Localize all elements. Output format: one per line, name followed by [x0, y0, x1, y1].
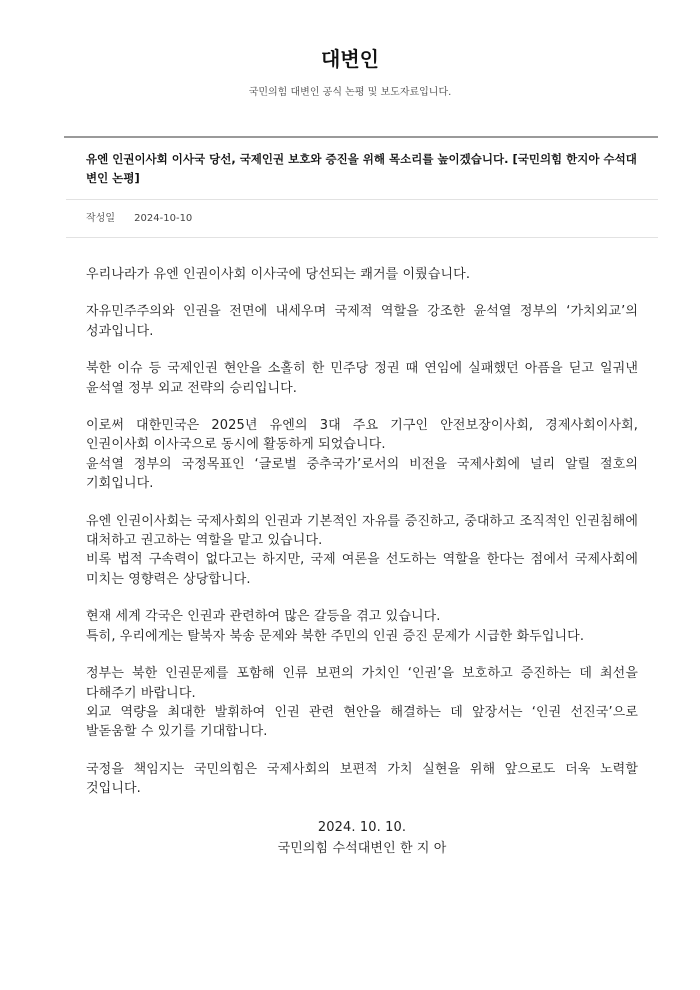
signature-date: 2024. 10. 10. — [317, 819, 407, 835]
signature-name: 국민의힘 수석대변인 한 지 아 — [277, 840, 447, 856]
paragraph-line: 현재 세계 각국은 인권과 관련하여 많은 갈등을 겪고 있습니다. — [86, 609, 441, 625]
date-value: 2024-10-10 — [134, 213, 193, 224]
paragraph-line: 윤석열 정부의 국정목표인 ‘글로벌 중추국가’로서의 비전을 국제사회에 널리 알릴 절호의 기회입니다. — [86, 456, 638, 492]
article-title: 유엔 인권이사회 이사국 당선, 국제인권 보호와 증진을 위해 목소리를 높이겠습니다. [국민의힘 한지아 수석대변인 논평] — [86, 152, 637, 185]
page-header — [0, 0, 700, 100]
paragraph — [86, 359, 638, 398]
article — [66, 136, 658, 859]
paragraph-line: 자유민주주의와 인권을 전면에 내세우며 국제적 역할을 강조한 윤석열 정부의 ‘가치외교’의 성과입니다. — [86, 304, 638, 339]
page-subtitle: 국민의힘 대변인 공식 논평 및 보도자료입니다. — [248, 87, 452, 98]
article-body — [86, 265, 638, 859]
paragraph — [86, 512, 638, 590]
date-label: 작성일 — [86, 213, 115, 224]
meta-divider — [66, 237, 658, 238]
title-divider — [66, 199, 658, 200]
paragraph — [86, 265, 638, 284]
paragraph-line: 북한 이슈 등 국제인권 현안을 소홀히 한 민주당 정권 때 연임에 실패했던 아픔을 딛고 일궈낸 윤석열 정부 외교 전략의 승리입니다. — [86, 361, 638, 396]
paragraph — [86, 760, 638, 799]
paragraph — [86, 607, 638, 646]
paragraph — [86, 416, 638, 494]
paragraph-line: 유엔 인권이사회는 국제사회의 인권과 기본적인 자유를 증진하고, 중대하고 조직적인 인권침해에 대처하고 권고하는 역할을 맡고 있습니다. — [86, 513, 638, 549]
paragraph — [86, 302, 638, 341]
top-divider — [64, 136, 658, 138]
paragraph — [86, 664, 638, 742]
paragraph-line: 외교 역량을 최대한 발휘하여 인권 관련 현안을 해결하는 데 앞장서는 ‘인권 선진국’으로 발돋움할 수 있기를 기대합니다. — [86, 704, 638, 740]
paragraph-line: 비록 법적 구속력이 없다고는 하지만, 국제 여론을 선도하는 역할을 한다는 점에서 국제사회에 미치는 영향력은 상당합니다. — [86, 552, 638, 587]
paragraph-line: 국정을 책임지는 국민의힘은 국제사회의 보편적 가치 실현을 위해 앞으로도 더욱 노력할 것입니다. — [86, 761, 638, 797]
paragraph-line: 우리나라가 유엔 인권이사회 이사국에 당선되는 쾌거를 이뤘습니다. — [86, 267, 471, 282]
paragraph-line: 특히, 우리에게는 탈북자 북송 문제와 북한 주민의 인권 증진 문제가 시급한 화두입니다. — [86, 628, 585, 644]
paragraph-line: 이로써 대한민국은 2025년 유엔의 3대 주요 기구인 안전보장이사회, 경제사회이사회, 인권이사회 이사국으로 동시에 활동하게 되었습니다. — [86, 418, 638, 453]
article-meta — [86, 212, 638, 226]
page-title: 대변인 — [321, 47, 379, 71]
signature — [86, 817, 638, 859]
paragraph-line: 정부는 북한 인권문제를 포함해 인류 보편의 가치인 ‘인권’을 보호하고 증진하는 데 최선을 다해주기 바랍니다. — [86, 666, 638, 701]
